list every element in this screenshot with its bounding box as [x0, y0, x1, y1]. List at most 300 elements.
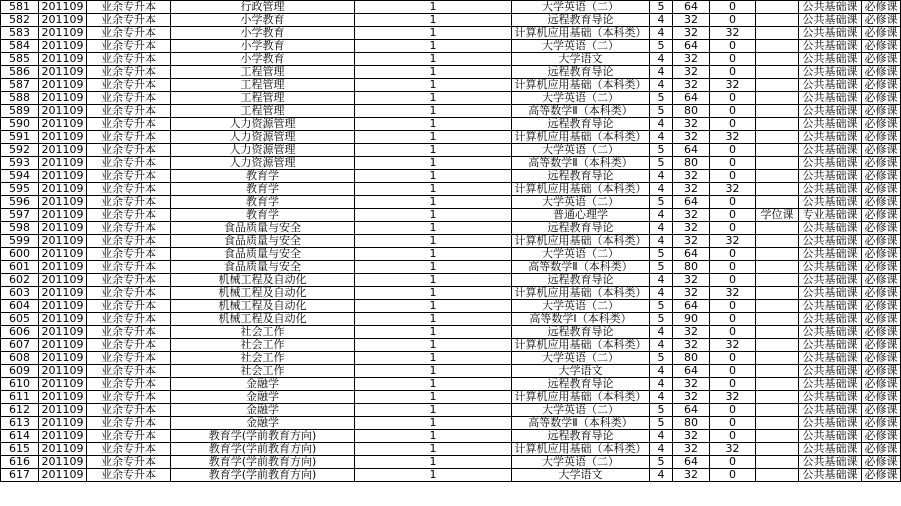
type-cell: 必修课	[862, 261, 901, 274]
category-cell: 公共基础课	[799, 53, 862, 66]
row-number: 612	[1, 404, 39, 417]
level-cell: 业余专升本	[87, 14, 171, 27]
hours-cell: 32	[673, 430, 710, 443]
category-cell: 公共基础课	[799, 417, 862, 430]
lab-hours-cell: 0	[710, 430, 756, 443]
semester-cell: 1	[355, 131, 512, 144]
course-cell: 大学语文	[512, 469, 650, 482]
credit-cell: 4	[650, 14, 673, 27]
course-cell: 计算机应用基础（本科类）	[512, 79, 650, 92]
credit-cell: 4	[650, 326, 673, 339]
batch-cell: 201109	[39, 209, 87, 222]
row-number: 614	[1, 430, 39, 443]
semester-cell: 1	[355, 235, 512, 248]
degree-cell	[756, 40, 799, 53]
category-cell: 公共基础课	[799, 365, 862, 378]
table-row	[1, 157, 901, 170]
lab-hours-cell: 0	[710, 40, 756, 53]
credit-cell: 4	[650, 170, 673, 183]
degree-cell	[756, 326, 799, 339]
level-cell: 业余专升本	[87, 378, 171, 391]
course-cell: 计算机应用基础（本科类）	[512, 443, 650, 456]
batch-cell: 201109	[39, 27, 87, 40]
row-number: 609	[1, 365, 39, 378]
row-number: 586	[1, 66, 39, 79]
row-number: 608	[1, 352, 39, 365]
batch-cell: 201109	[39, 261, 87, 274]
row-number: 594	[1, 170, 39, 183]
batch-cell: 201109	[39, 144, 87, 157]
type-cell: 必修课	[862, 222, 901, 235]
major-cell: 小学教育	[171, 27, 355, 40]
credit-cell: 4	[650, 339, 673, 352]
major-cell: 教育学(学前教育方向)	[171, 443, 355, 456]
batch-cell: 201109	[39, 391, 87, 404]
type-cell: 必修课	[862, 1, 901, 14]
semester-cell: 1	[355, 287, 512, 300]
semester-cell: 1	[355, 14, 512, 27]
type-cell: 必修课	[862, 443, 901, 456]
hours-cell: 32	[673, 53, 710, 66]
major-cell: 工程管理	[171, 66, 355, 79]
credit-cell: 5	[650, 196, 673, 209]
degree-cell	[756, 183, 799, 196]
hours-cell: 32	[673, 274, 710, 287]
course-cell: 计算机应用基础（本科类）	[512, 183, 650, 196]
hours-cell: 32	[673, 222, 710, 235]
credit-cell: 5	[650, 248, 673, 261]
level-cell: 业余专升本	[87, 105, 171, 118]
degree-cell	[756, 443, 799, 456]
credit-cell: 5	[650, 40, 673, 53]
lab-hours-cell: 32	[710, 131, 756, 144]
table-row	[1, 53, 901, 66]
credit-cell: 4	[650, 469, 673, 482]
degree-cell	[756, 196, 799, 209]
row-number: 595	[1, 183, 39, 196]
credit-cell: 5	[650, 300, 673, 313]
level-cell: 业余专升本	[87, 248, 171, 261]
table-row	[1, 339, 901, 352]
level-cell: 业余专升本	[87, 170, 171, 183]
degree-cell	[756, 27, 799, 40]
row-number: 583	[1, 27, 39, 40]
table-row	[1, 261, 901, 274]
degree-cell	[756, 92, 799, 105]
hours-cell: 32	[673, 391, 710, 404]
semester-cell: 1	[355, 300, 512, 313]
degree-cell	[756, 378, 799, 391]
batch-cell: 201109	[39, 248, 87, 261]
table-row	[1, 105, 901, 118]
batch-cell: 201109	[39, 443, 87, 456]
credit-cell: 4	[650, 391, 673, 404]
table-row	[1, 469, 901, 482]
table-row	[1, 300, 901, 313]
major-cell: 教育学	[171, 183, 355, 196]
semester-cell: 1	[355, 40, 512, 53]
lab-hours-cell: 0	[710, 352, 756, 365]
lab-hours-cell: 0	[710, 118, 756, 131]
batch-cell: 201109	[39, 274, 87, 287]
category-cell: 公共基础课	[799, 235, 862, 248]
batch-cell: 201109	[39, 339, 87, 352]
semester-cell: 1	[355, 365, 512, 378]
lab-hours-cell: 0	[710, 105, 756, 118]
hours-cell: 64	[673, 1, 710, 14]
row-number: 587	[1, 79, 39, 92]
degree-cell	[756, 417, 799, 430]
lab-hours-cell: 32	[710, 27, 756, 40]
credit-cell: 5	[650, 313, 673, 326]
batch-cell: 201109	[39, 183, 87, 196]
level-cell: 业余专升本	[87, 131, 171, 144]
category-cell: 专业基础课	[799, 209, 862, 222]
level-cell: 业余专升本	[87, 144, 171, 157]
credit-cell: 4	[650, 287, 673, 300]
course-cell: 远程教育导论	[512, 378, 650, 391]
type-cell: 必修课	[862, 326, 901, 339]
credit-cell: 5	[650, 417, 673, 430]
batch-cell: 201109	[39, 40, 87, 53]
category-cell: 公共基础课	[799, 313, 862, 326]
degree-cell: 学位课	[756, 209, 799, 222]
batch-cell: 201109	[39, 53, 87, 66]
course-cell: 大学语文	[512, 53, 650, 66]
major-cell: 机械工程及自动化	[171, 274, 355, 287]
course-cell: 高等数学Ⅱ（本科类）	[512, 261, 650, 274]
row-number: 605	[1, 313, 39, 326]
course-cell: 远程教育导论	[512, 430, 650, 443]
semester-cell: 1	[355, 144, 512, 157]
hours-cell: 32	[673, 469, 710, 482]
semester-cell: 1	[355, 456, 512, 469]
type-cell: 必修课	[862, 235, 901, 248]
level-cell: 业余专升本	[87, 157, 171, 170]
type-cell: 必修课	[862, 469, 901, 482]
major-cell: 人力资源管理	[171, 131, 355, 144]
type-cell: 必修课	[862, 53, 901, 66]
table-row	[1, 131, 901, 144]
major-cell: 人力资源管理	[171, 157, 355, 170]
batch-cell: 201109	[39, 79, 87, 92]
lab-hours-cell: 32	[710, 287, 756, 300]
lab-hours-cell: 0	[710, 209, 756, 222]
hours-cell: 32	[673, 326, 710, 339]
course-cell: 高等数学Ⅱ（本科类）	[512, 157, 650, 170]
degree-cell	[756, 287, 799, 300]
category-cell: 公共基础课	[799, 1, 862, 14]
type-cell: 必修课	[862, 378, 901, 391]
level-cell: 业余专升本	[87, 469, 171, 482]
course-cell: 普通心理学	[512, 209, 650, 222]
hours-cell: 32	[673, 66, 710, 79]
degree-cell	[756, 404, 799, 417]
course-cell: 远程教育导论	[512, 170, 650, 183]
row-number: 585	[1, 53, 39, 66]
batch-cell: 201109	[39, 105, 87, 118]
level-cell: 业余专升本	[87, 326, 171, 339]
course-cell: 高等数学Ⅰ（本科类）	[512, 313, 650, 326]
category-cell: 公共基础课	[799, 131, 862, 144]
row-number: 613	[1, 417, 39, 430]
credit-cell: 4	[650, 235, 673, 248]
category-cell: 公共基础课	[799, 300, 862, 313]
level-cell: 业余专升本	[87, 339, 171, 352]
semester-cell: 1	[355, 261, 512, 274]
degree-cell	[756, 456, 799, 469]
degree-cell	[756, 339, 799, 352]
credit-cell: 4	[650, 131, 673, 144]
course-cell: 远程教育导论	[512, 274, 650, 287]
hours-cell: 80	[673, 105, 710, 118]
type-cell: 必修课	[862, 196, 901, 209]
credit-cell: 5	[650, 157, 673, 170]
row-number: 616	[1, 456, 39, 469]
category-cell: 公共基础课	[799, 79, 862, 92]
batch-cell: 201109	[39, 469, 87, 482]
degree-cell	[756, 222, 799, 235]
hours-cell: 32	[673, 443, 710, 456]
type-cell: 必修课	[862, 287, 901, 300]
type-cell: 必修课	[862, 352, 901, 365]
major-cell: 机械工程及自动化	[171, 287, 355, 300]
lab-hours-cell: 0	[710, 378, 756, 391]
semester-cell: 1	[355, 222, 512, 235]
credit-cell: 5	[650, 261, 673, 274]
hours-cell: 80	[673, 261, 710, 274]
row-number: 606	[1, 326, 39, 339]
major-cell: 社会工作	[171, 339, 355, 352]
lab-hours-cell: 0	[710, 157, 756, 170]
hours-cell: 32	[673, 183, 710, 196]
lab-hours-cell: 0	[710, 300, 756, 313]
course-cell: 计算机应用基础（本科类）	[512, 339, 650, 352]
batch-cell: 201109	[39, 118, 87, 131]
degree-cell	[756, 53, 799, 66]
course-cell: 计算机应用基础（本科类）	[512, 287, 650, 300]
category-cell: 公共基础课	[799, 404, 862, 417]
row-number: 597	[1, 209, 39, 222]
batch-cell: 201109	[39, 170, 87, 183]
type-cell: 必修课	[862, 27, 901, 40]
major-cell: 社会工作	[171, 326, 355, 339]
row-number: 591	[1, 131, 39, 144]
row-number: 596	[1, 196, 39, 209]
course-cell: 大学英语（二）	[512, 352, 650, 365]
course-cell: 计算机应用基础（本科类）	[512, 131, 650, 144]
hours-cell: 64	[673, 144, 710, 157]
major-cell: 人力资源管理	[171, 144, 355, 157]
semester-cell: 1	[355, 157, 512, 170]
level-cell: 业余专升本	[87, 209, 171, 222]
row-number: 599	[1, 235, 39, 248]
category-cell: 公共基础课	[799, 352, 862, 365]
degree-cell	[756, 1, 799, 14]
category-cell: 公共基础课	[799, 170, 862, 183]
hours-cell: 80	[673, 157, 710, 170]
batch-cell: 201109	[39, 92, 87, 105]
credit-cell: 4	[650, 27, 673, 40]
batch-cell: 201109	[39, 131, 87, 144]
level-cell: 业余专升本	[87, 261, 171, 274]
batch-cell: 201109	[39, 365, 87, 378]
type-cell: 必修课	[862, 339, 901, 352]
major-cell: 教育学(学前教育方向)	[171, 469, 355, 482]
batch-cell: 201109	[39, 66, 87, 79]
lab-hours-cell: 0	[710, 261, 756, 274]
credit-cell: 4	[650, 79, 673, 92]
degree-cell	[756, 248, 799, 261]
type-cell: 必修课	[862, 131, 901, 144]
semester-cell: 1	[355, 27, 512, 40]
type-cell: 必修课	[862, 40, 901, 53]
level-cell: 业余专升本	[87, 417, 171, 430]
category-cell: 公共基础课	[799, 222, 862, 235]
batch-cell: 201109	[39, 313, 87, 326]
row-number: 589	[1, 105, 39, 118]
semester-cell: 1	[355, 313, 512, 326]
major-cell: 机械工程及自动化	[171, 300, 355, 313]
table-row	[1, 352, 901, 365]
row-number: 584	[1, 40, 39, 53]
hours-cell: 64	[673, 456, 710, 469]
row-number: 611	[1, 391, 39, 404]
credit-cell: 4	[650, 53, 673, 66]
course-cell: 高等数学Ⅱ（本科类）	[512, 105, 650, 118]
major-cell: 教育学	[171, 209, 355, 222]
row-number: 610	[1, 378, 39, 391]
lab-hours-cell: 0	[710, 456, 756, 469]
row-number: 603	[1, 287, 39, 300]
major-cell: 食品质量与安全	[171, 222, 355, 235]
hours-cell: 32	[673, 339, 710, 352]
hours-cell: 32	[673, 170, 710, 183]
lab-hours-cell: 32	[710, 339, 756, 352]
credit-cell: 5	[650, 105, 673, 118]
level-cell: 业余专升本	[87, 287, 171, 300]
degree-cell	[756, 79, 799, 92]
degree-cell	[756, 144, 799, 157]
hours-cell: 64	[673, 300, 710, 313]
level-cell: 业余专升本	[87, 391, 171, 404]
course-cell: 远程教育导论	[512, 14, 650, 27]
semester-cell: 1	[355, 196, 512, 209]
semester-cell: 1	[355, 183, 512, 196]
table-row	[1, 417, 901, 430]
credit-cell: 4	[650, 209, 673, 222]
semester-cell: 1	[355, 391, 512, 404]
table-row	[1, 456, 901, 469]
type-cell: 必修课	[862, 170, 901, 183]
major-cell: 社会工作	[171, 365, 355, 378]
table-row	[1, 14, 901, 27]
semester-cell: 1	[355, 378, 512, 391]
batch-cell: 201109	[39, 287, 87, 300]
batch-cell: 201109	[39, 1, 87, 14]
course-cell: 远程教育导论	[512, 118, 650, 131]
level-cell: 业余专升本	[87, 300, 171, 313]
type-cell: 必修课	[862, 79, 901, 92]
type-cell: 必修课	[862, 300, 901, 313]
category-cell: 公共基础课	[799, 14, 862, 27]
hours-cell: 32	[673, 235, 710, 248]
category-cell: 公共基础课	[799, 261, 862, 274]
type-cell: 必修课	[862, 92, 901, 105]
course-cell: 大学英语（二）	[512, 300, 650, 313]
lab-hours-cell: 0	[710, 196, 756, 209]
hours-cell: 32	[673, 287, 710, 300]
course-cell: 远程教育导论	[512, 326, 650, 339]
table-row	[1, 79, 901, 92]
category-cell: 公共基础课	[799, 287, 862, 300]
row-number: 617	[1, 469, 39, 482]
hours-cell: 32	[673, 14, 710, 27]
batch-cell: 201109	[39, 300, 87, 313]
category-cell: 公共基础课	[799, 183, 862, 196]
batch-cell: 201109	[39, 235, 87, 248]
lab-hours-cell: 0	[710, 274, 756, 287]
major-cell: 教育学(学前教育方向)	[171, 430, 355, 443]
table-row	[1, 1, 901, 14]
table-row	[1, 443, 901, 456]
major-cell: 工程管理	[171, 79, 355, 92]
table-row	[1, 27, 901, 40]
category-cell: 公共基础课	[799, 92, 862, 105]
batch-cell: 201109	[39, 456, 87, 469]
lab-hours-cell: 32	[710, 79, 756, 92]
lab-hours-cell: 32	[710, 443, 756, 456]
hours-cell: 64	[673, 40, 710, 53]
category-cell: 公共基础课	[799, 430, 862, 443]
type-cell: 必修课	[862, 14, 901, 27]
major-cell: 金融学	[171, 378, 355, 391]
table-row	[1, 287, 901, 300]
major-cell: 工程管理	[171, 92, 355, 105]
major-cell: 金融学	[171, 417, 355, 430]
major-cell: 工程管理	[171, 105, 355, 118]
level-cell: 业余专升本	[87, 92, 171, 105]
table-row	[1, 183, 901, 196]
lab-hours-cell: 0	[710, 1, 756, 14]
semester-cell: 1	[355, 105, 512, 118]
major-cell: 金融学	[171, 391, 355, 404]
lab-hours-cell: 0	[710, 144, 756, 157]
semester-cell: 1	[355, 1, 512, 14]
category-cell: 公共基础课	[799, 443, 862, 456]
hours-cell: 64	[673, 365, 710, 378]
table-row	[1, 40, 901, 53]
type-cell: 必修课	[862, 274, 901, 287]
table-row	[1, 144, 901, 157]
course-cell: 高等数学Ⅱ（本科类）	[512, 417, 650, 430]
batch-cell: 201109	[39, 196, 87, 209]
type-cell: 必修课	[862, 417, 901, 430]
batch-cell: 201109	[39, 430, 87, 443]
table-row	[1, 391, 901, 404]
degree-cell	[756, 105, 799, 118]
lab-hours-cell: 0	[710, 66, 756, 79]
course-cell: 大学英语（二）	[512, 196, 650, 209]
row-number: 593	[1, 157, 39, 170]
lab-hours-cell: 0	[710, 92, 756, 105]
semester-cell: 1	[355, 417, 512, 430]
course-cell: 远程教育导论	[512, 66, 650, 79]
type-cell: 必修课	[862, 430, 901, 443]
row-number: 601	[1, 261, 39, 274]
row-number: 588	[1, 92, 39, 105]
category-cell: 公共基础课	[799, 339, 862, 352]
